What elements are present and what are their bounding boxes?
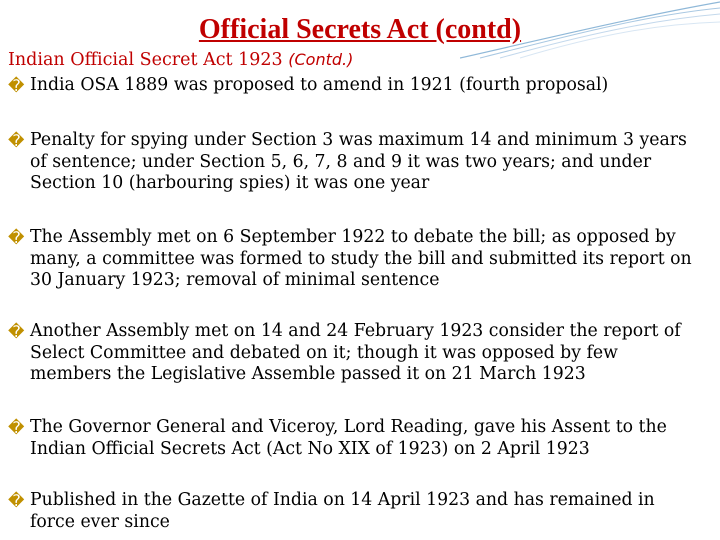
bullet-marker-icon: � [8, 228, 25, 247]
bullet-item [8, 130, 700, 195]
slide-subtitle [8, 48, 353, 72]
bullet-item [8, 417, 700, 460]
bullet-marker-icon: � [8, 418, 25, 437]
bullet-text: Another Assembly met on 14 and 24 February 1923 consider the report of Select Committee and debated on it; though it was opposed by few members the Legislative Assemble passed it on 21 March 1923 [30, 321, 681, 384]
bullet-item [8, 490, 700, 533]
bullet-text: The Governor General and Viceroy, Lord Reading, gave his Assent to the Indian Official Secrets Act (Act No XIX of 1923) on 2 April 1923 [30, 417, 667, 459]
bullet-item [8, 75, 700, 97]
slide-title: Official Secrets Act (contd) [198, 14, 522, 45]
bullet-marker-icon: � [8, 131, 25, 150]
bullet-text: Published in the Gazette of India on 14 April 1923 and has remained in force ever since [30, 490, 655, 532]
bullet-item [8, 227, 700, 292]
subtitle-main: Indian Official Secret Act 1923 [8, 50, 283, 70]
bullet-item [8, 321, 700, 386]
subtitle-contd: (Contd.) [288, 50, 354, 69]
bullet-text: The Assembly met on 6 September 1922 to debate the bill; as opposed by many, a committee was formed to study the bill and submitted its report on 30 January 1923; removal of minimal sentence [30, 227, 692, 290]
bullet-text: Penalty for spying under Section 3 was maximum 14 and minimum 3 years of sentence; under Section 5, 6, 7, 8 and 9 it was two years; and under Section 10 (harbouring spies) it was one year [30, 130, 687, 193]
bullet-marker-icon: � [8, 76, 25, 95]
bullet-marker-icon: � [8, 491, 25, 510]
bullet-text: India OSA 1889 was proposed to amend in 1921 (fourth proposal) [30, 75, 609, 95]
bullet-marker-icon: � [8, 322, 25, 341]
